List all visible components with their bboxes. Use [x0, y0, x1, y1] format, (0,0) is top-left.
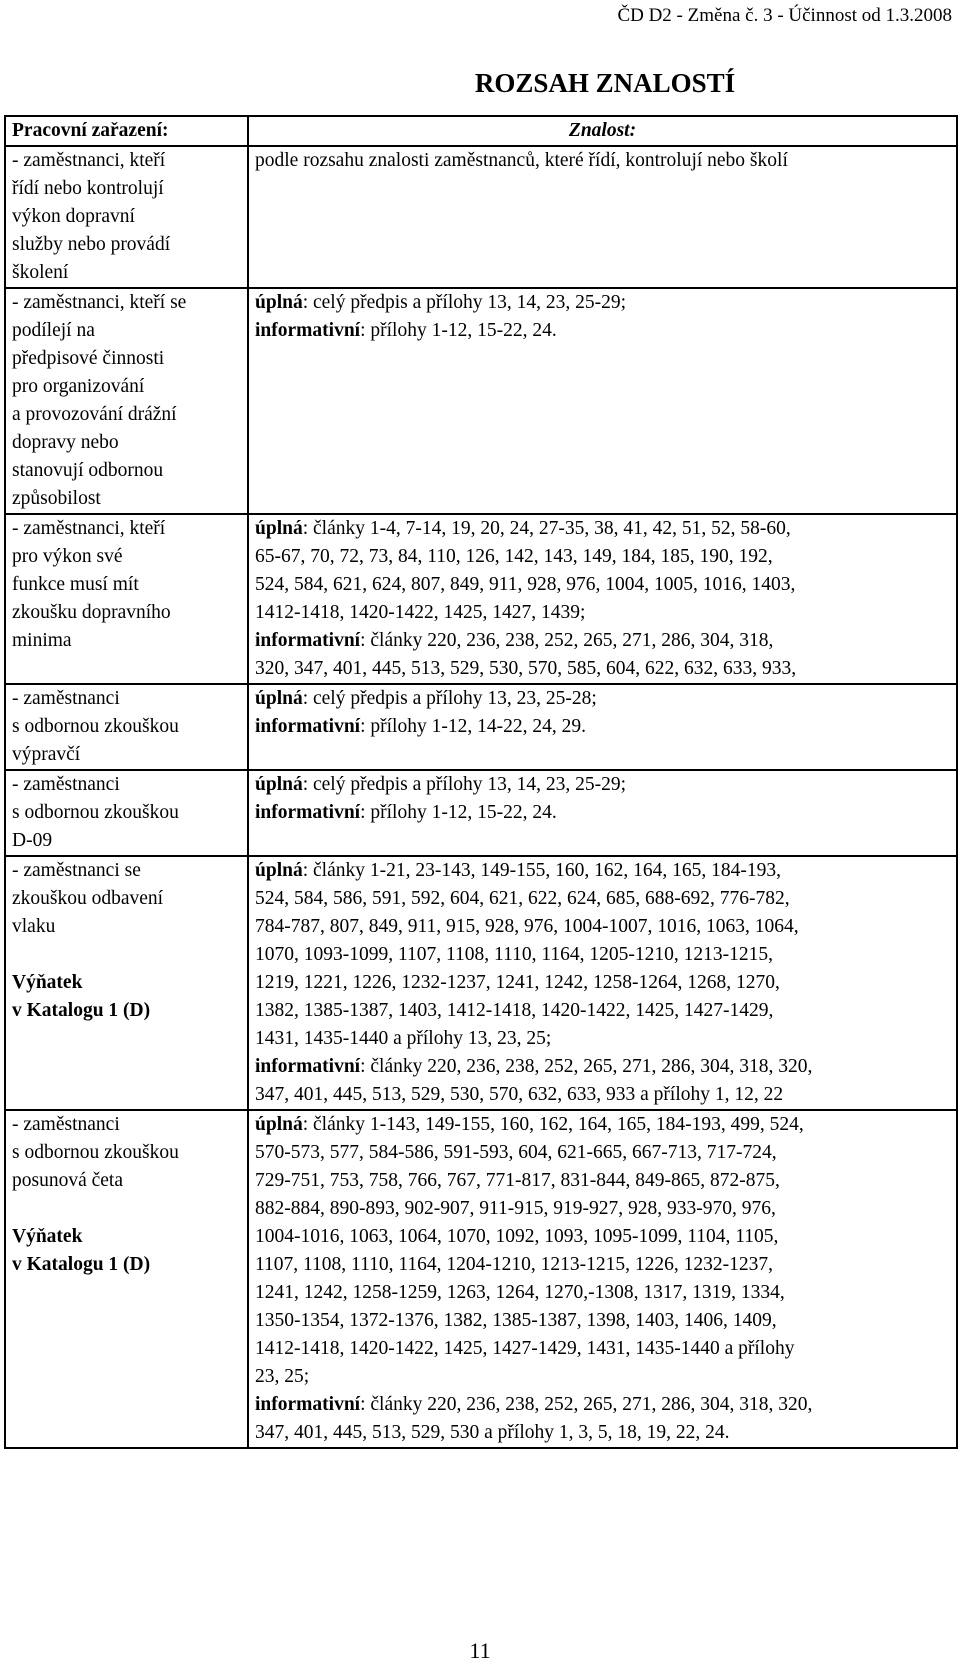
knowledge-entry [255, 289, 950, 317]
role-cell [5, 288, 248, 514]
knowledge-text: podle rozsahu znalosti zaměstnanců, které řídí, kontrolují nebo školí [255, 150, 788, 171]
document-header: ČD D2 - Změna č. 3 - Účinnost od 1.3.2008 [617, 5, 952, 26]
table-row [5, 288, 957, 514]
role-text: - zaměstnanci s odbornou zkouškou posunová četa [12, 1114, 179, 1191]
knowledge-text: : přílohy 1-12, 14-22, 24, 29. [360, 716, 586, 737]
page-number: 11 [469, 1638, 491, 1663]
knowledge-cell [248, 770, 957, 856]
knowledge-entry [255, 771, 950, 799]
role-text: - zaměstnanci, kteří řídí nebo kontrolují výkon dopravní služby nebo provádí školení [12, 150, 171, 283]
knowledge-level-label: úplná [255, 1114, 303, 1135]
knowledge-text: : přílohy 1-12, 15-22, 24. [360, 320, 557, 341]
knowledge-text: : celý předpis a přílohy 13, 14, 23, 25-29; [302, 292, 627, 313]
knowledge-text: : články 220, 236, 238, 252, 265, 271, 286, 304, 318, 320, 347, 401, 445, 513, 529, 530, 570, 632, 633, 933 a přílohy 1, 12, 22 [255, 1056, 813, 1105]
knowledge-level-label: úplná [255, 292, 303, 313]
table-row [5, 856, 957, 1110]
knowledge-level-label: úplná [255, 860, 303, 881]
knowledge-text: : články 1-143, 149-155, 160, 162, 164, 165, 184-193, 499, 524, 570-573, 577, 584-586, 591-593, 604, 621-665, 667-713, 717-724, 729-751, 753, 758, 766, 767, 771-817, 831-844, 849-865, 872-875, 882-884, 890-893, 902-907, 911-915, 919-927, 928, 933-970, 976, 1004-1016, 1063, 1064, 1070, 1092, 1093, 1095-1099, 1104, 1105, 1107, 1108, 1110, 1164, 1204-1210, 1213-1215, 1226, 1232-1237, 1241, 1242, 1258-1259, 1263, 1264, 1270,-1308, 1317, 1319, 1334, 1350-1354, 1372-1376, 1382, 1385-1387, 1398, 1403, 1406, 1409, 1412-1418, 1420-1422, 1425, 1427-1429, 1431, 1435-1440 a přílohy 23, 25; [255, 1114, 804, 1387]
knowledge-entry [255, 1111, 950, 1391]
column-header-role: Pracovní zařazení: [5, 116, 248, 146]
knowledge-level-label: informativní [255, 802, 361, 823]
knowledge-level-label: úplná [255, 774, 303, 795]
knowledge-entry [255, 685, 950, 713]
role-text: - zaměstnanci, kteří pro výkon své funkce musí mít zkoušku dopravního minima [12, 518, 171, 651]
role-cell [5, 514, 248, 684]
catalog-excerpt-note: Výňatek v Katalogu 1 (D) [12, 972, 151, 1021]
table-row [5, 770, 957, 856]
knowledge-entry [255, 799, 950, 827]
table-row [5, 1110, 957, 1448]
knowledge-level-label: informativní [255, 320, 361, 341]
role-text: - zaměstnanci s odbornou zkouškou výpravčí [12, 688, 179, 765]
table-body [5, 146, 957, 1448]
knowledge-cell [248, 684, 957, 770]
role-cell [5, 856, 248, 1110]
knowledge-text: : články 1-4, 7-14, 19, 20, 24, 27-35, 38, 41, 42, 51, 52, 58-60, 65-67, 70, 72, 73, 84, 110, 126, 142, 143, 149, 184, 185, 190, 192, 524, 584, 621, 624, 807, 849, 911, 928, 976, 1004, 1005, 1016, 1403, 1412-1418, 1420-1422, 1425, 1427, 1439; [255, 518, 796, 623]
knowledge-entry [255, 627, 950, 683]
knowledge-text: : přílohy 1-12, 15-22, 24. [360, 802, 557, 823]
role-cell [5, 684, 248, 770]
table-header-row [5, 116, 957, 146]
knowledge-level-label: informativní [255, 1056, 361, 1077]
knowledge-level-label: informativní [255, 716, 361, 737]
knowledge-level-label: informativní [255, 630, 361, 651]
knowledge-table [4, 115, 958, 1449]
role-cell [5, 1110, 248, 1448]
knowledge-cell [248, 514, 957, 684]
knowledge-entry [255, 857, 950, 1053]
knowledge-entry [255, 713, 950, 741]
knowledge-text: : články 1-21, 23-143, 149-155, 160, 162, 164, 165, 184-193, 524, 584, 586, 591, 592, 604, 621, 622, 624, 685, 688-692, 776-782, 784-787, 807, 849, 911, 915, 928, 976, 1004-1007, 1016, 1063, 1064, 1070, 1093-1099, 1107, 1108, 1110, 1164, 1205-1210, 1213-1215, 1219, 1221, 1226, 1232-1237, 1241, 1242, 1258-1264, 1268, 1270, 1382, 1385-1387, 1403, 1412-1418, 1420-1422, 1425, 1427-1429, 1431, 1435-1440 a přílohy 13, 23, 25; [255, 860, 799, 1049]
knowledge-text: : celý předpis a přílohy 13, 23, 25-28; [302, 688, 597, 709]
knowledge-level-label: úplná [255, 688, 303, 709]
knowledge-text: : články 220, 236, 238, 252, 265, 271, 286, 304, 318, 320, 347, 401, 445, 513, 529, 530 a přílohy 1, 3, 5, 18, 19, 22, 24. [255, 1394, 813, 1443]
page-title: ROZSAH ZNALOSTÍ [474, 68, 736, 98]
knowledge-entry [255, 515, 950, 627]
column-header-knowledge: Znalost: [248, 116, 957, 146]
table-row [5, 514, 957, 684]
knowledge-text: : články 220, 236, 238, 252, 265, 271, 286, 304, 318, 320, 347, 401, 445, 513, 529, 530, 570, 585, 604, 622, 632, 633, 933, [255, 630, 797, 679]
knowledge-text: : celý předpis a přílohy 13, 14, 23, 25-29; [302, 774, 627, 795]
table-row [5, 146, 957, 288]
knowledge-level-label: informativní [255, 1394, 361, 1415]
knowledge-cell [248, 146, 957, 288]
catalog-excerpt-note: Výňatek v Katalogu 1 (D) [12, 1226, 151, 1275]
knowledge-cell [248, 288, 957, 514]
role-text: - zaměstnanci se zkouškou odbavení vlaku [12, 860, 164, 937]
knowledge-entry [255, 1053, 950, 1109]
knowledge-entry [255, 1391, 950, 1447]
role-text: - zaměstnanci, kteří se podílejí na předpisové činnosti pro organizování a provozování drážní dopravy nebo stanovují odbornou způsobilost [12, 292, 187, 509]
role-cell [5, 770, 248, 856]
knowledge-cell [248, 856, 957, 1110]
table-row [5, 684, 957, 770]
role-cell [5, 146, 248, 288]
knowledge-level-label: úplná [255, 518, 303, 539]
role-text: - zaměstnanci s odbornou zkouškou D-09 [12, 774, 179, 851]
knowledge-entry [255, 317, 950, 345]
knowledge-cell [248, 1110, 957, 1448]
knowledge-entry [255, 147, 950, 175]
